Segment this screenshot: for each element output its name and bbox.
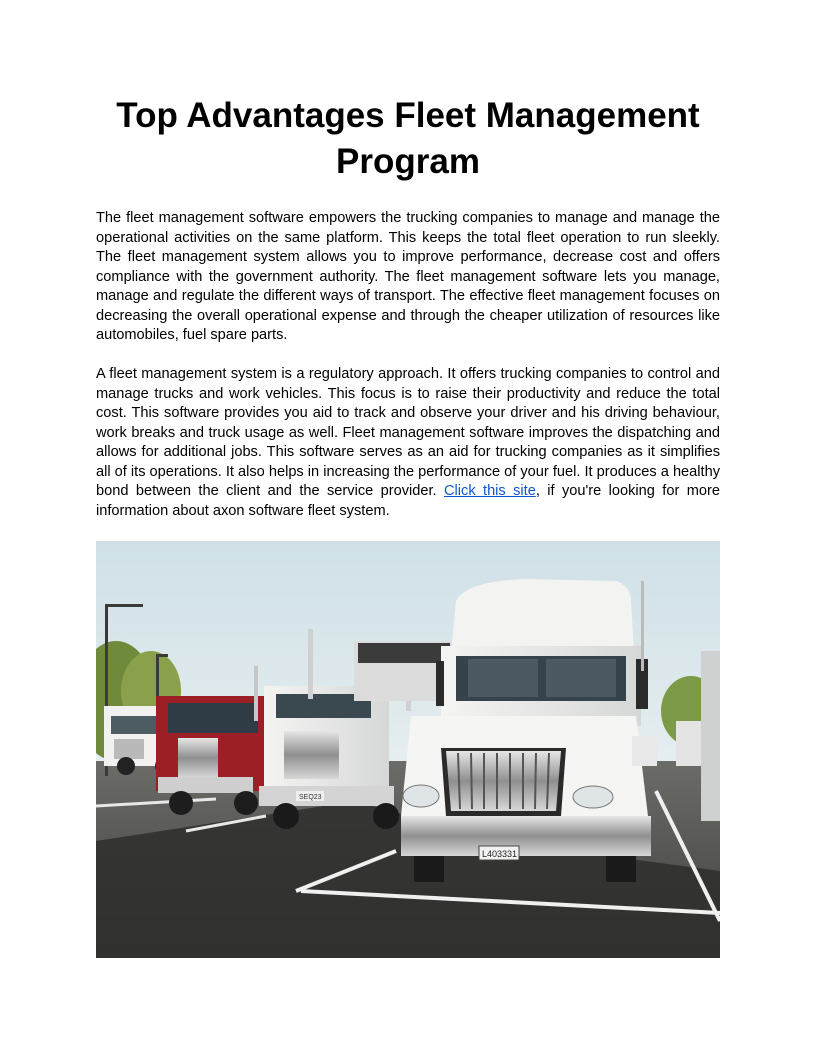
keyword-text: axon software fleet system xyxy=(212,502,386,519)
intro-paragraph: The fleet management software empowers the trucking companies to manage and manage the operational activities on the same platform. This keeps the total fleet operation to run sleekly. The fleet management system allows you to improve performance, decrease cost and offers compliance with the government authority. The fleet management software lets you manage, manage and regulate the different ways of transport. The effective fleet management focuses on decreasing the overall operational expense and through the cheaper utilization of resources like automobiles, fuel spare parts. xyxy=(96,210,720,343)
second-paragraph xyxy=(96,365,720,521)
paragraph-text: A fleet management system is a regulatory approach. It offers trucking companies to control and manage trucks and work vehicles. This focus is to raise their productivity and reduce the total cost. This software provides you aid to track and observe your driver and his driving behaviour, work breaks and truck usage as well. Fleet management software improves the dispatching and allows for additional jobs. This software serves as an aid for trucking companies as it simplifies all of its operations. It also helps in increasing the performance of your fuel. It produces a healthy bond between the client and the service provider. xyxy=(96,366,720,499)
paragraph-text-end: . xyxy=(385,502,390,519)
page-title: Top Advantages Fleet Management Program xyxy=(116,96,700,181)
trucks-photo-illustration xyxy=(96,541,720,958)
front-plate-text: L403331 xyxy=(482,849,518,859)
middle-plate-text: SEQ23 xyxy=(299,794,322,801)
click-this-site-link[interactable]: Click this site xyxy=(444,483,536,499)
trucks-photo xyxy=(96,541,720,958)
paragraph-text-middle: , if you're looking for more information about xyxy=(96,483,720,519)
